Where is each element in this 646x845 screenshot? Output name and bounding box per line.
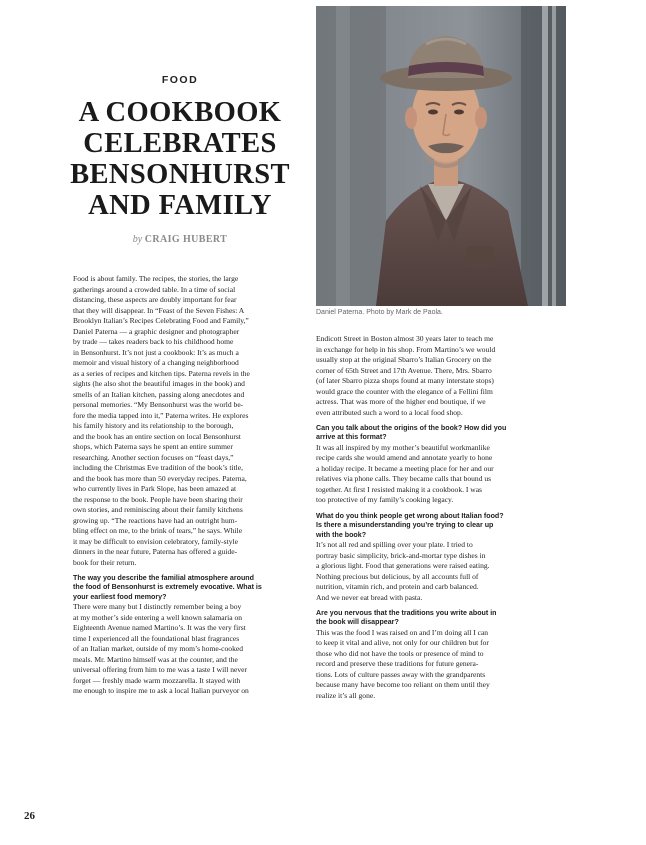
body-text-line: by trade — takes readers back to his childhood home: [73, 337, 234, 346]
photo-caption: Daniel Paterna. Photo by Mark de Paola.: [316, 309, 443, 316]
body-text-line: in Bensonhurst. It’s not just a cookbook: It’s as much a: [73, 347, 239, 357]
body-text-line: at my mother’s side entering a well known salamaria on: [73, 612, 242, 622]
body-text-line: gatherings around a crowded table. In a time of social: [73, 284, 236, 294]
body-text-line: sights (he also shot the beautiful images in the book) and: [73, 379, 245, 388]
interview-question-line: Can you talk about the origins of the book? How did you: [316, 424, 507, 432]
body-text-line: as a series of recipes and kitchen tips. Paterna revels in the: [73, 368, 250, 378]
body-text-line: realize it’s all gone.: [316, 690, 376, 700]
body-text-line: And we never eat bread with pasta.: [316, 592, 423, 602]
headline-line: CELEBRATES: [83, 128, 277, 159]
body-text-line: those who did not have the tools or presence of mind to: [316, 648, 484, 658]
body-text-line: growing up. “The reactions have had an outright hum-: [73, 515, 238, 525]
body-text-line: own stories, and reminiscing about their family kitchens: [73, 505, 243, 514]
interview-question-line: the food of Bensonhurst is extremely evocative. What is: [73, 583, 262, 592]
body-text-line: Food is about family. The recipes, the stories, the large: [73, 274, 239, 283]
byline-prefix: by: [132, 234, 143, 245]
body-text-line: and the book has an entire section on local Bensonhurst: [73, 431, 241, 441]
body-text-line: a holiday recipe. It became a meeting place for her and our: [316, 463, 494, 473]
body-text-line: including the Christmas Eve tradition of the book’s title,: [73, 463, 243, 472]
body-text-line: recipe cards she would amend and annotate yearly to hone: [316, 453, 493, 463]
article-column-left: [73, 274, 305, 697]
body-text-line: memoir and visual history of a changing neighborhood: [73, 358, 239, 367]
portrait-photo: [316, 6, 566, 306]
body-text-line: a glorious light. Food that generations were raised eating.: [316, 561, 490, 571]
body-text-line: Endicott Street in Boston almost 30 years later to teach me: [316, 334, 494, 343]
interview-question-line: Is there a misunderstanding you’re trying to clear up: [316, 521, 494, 530]
body-text-line: smells of an Italian kitchen, passing along anecdotes and: [73, 389, 245, 399]
body-text-line: and the book has more than 50 everyday recipes. Paterna,: [73, 473, 247, 483]
body-text-line: There were many but I distinctly remember being a boy: [73, 602, 242, 612]
body-text-line: This was the food I was raised on and I’m doing all I can: [316, 627, 489, 637]
body-text-line: It was all inspired by my mother’s beautiful workmanlike: [316, 442, 490, 452]
body-text-line: it may be difficult to envision celebratory, family-style: [73, 536, 238, 546]
body-text-line: It’s not all red and spilling over your plate. I tried to: [316, 540, 473, 550]
body-text-line: (of later Sbarro pizza shops found at many interstate stops): [316, 376, 494, 385]
headline-line: BENSONHURST: [70, 159, 290, 190]
body-text-line: Nothing precious but delicious, by all accounts full of: [316, 571, 479, 581]
body-text-line: shops, which Paterna says he spent an entire summer: [73, 442, 233, 451]
body-text-line: because many have become too reliant on them until they: [316, 680, 490, 690]
body-text-line: record and preserve these traditions for future genera-: [316, 659, 479, 669]
section-label: FOOD: [161, 74, 199, 86]
body-text-line: fore the media tapped into it,” Paterna writes. He explores: [73, 410, 249, 420]
portrait-illustration: [316, 6, 566, 306]
body-text-line: would grace the counter with the elegance of a Fellini film: [316, 386, 493, 396]
body-text-line: researching. Another section focuses on “feast days,”: [73, 452, 234, 462]
byline-author: CRAIG HUBERT: [144, 234, 228, 245]
body-text-line: universal offering from him to me was a taste I will never: [73, 665, 248, 675]
headline-line: A COOKBOOK: [78, 97, 282, 128]
body-text-line: dinners in the near future, Paterna has offered a guide-: [73, 547, 238, 556]
interview-question-line: your earliest food memory?: [73, 592, 167, 601]
body-text-line: in exchange for help in his shop. From Martino’s we would: [316, 344, 496, 354]
body-text-line: relatives via phone calls. They became calls that bound us: [316, 474, 492, 484]
body-text-line: time I experienced all the foundational blast fragrances: [73, 633, 240, 643]
article-column-right: [316, 334, 566, 701]
page-number: 26: [24, 810, 35, 822]
body-text-line: Daniel Paterna — a graphic designer and photographer: [73, 326, 240, 336]
body-text-line: personal memories. “My Bensonhurst was the world be-: [73, 400, 244, 409]
body-text-line: actress. That was more of the higher end boutique, if we: [316, 397, 486, 406]
body-text-line: even attributed such a word to a local food shop.: [316, 407, 463, 417]
body-text-line: distancing, these aspects are doubly important for fear: [73, 295, 237, 304]
body-text-line: to keep it vital and alive, not only for our children but for: [316, 638, 489, 648]
body-text-line: Eighteenth Avenue named Martino’s. It was the very first: [73, 623, 246, 633]
interview-question-line: arrive at this format?: [316, 433, 387, 442]
body-text-line: that they will disappear. In “Feast of the Seven Fishes: A: [73, 305, 245, 315]
body-text-line: nutrition, vitamin rich, and protein and carb balanced.: [316, 582, 479, 592]
body-text-line: tions. Lots of culture passes away with the grandparents: [316, 669, 486, 679]
interview-question-line: with the book?: [316, 530, 367, 539]
body-text-line: who currently lives in Park Slope, has been amazed at: [73, 484, 237, 493]
body-text-line: meals. Mr. Martino himself was at the counter, and the: [73, 654, 238, 664]
body-text-line: book for their return.: [73, 557, 137, 567]
body-text-line: bling effect on me, to the brink of tears,” he says. While: [73, 526, 243, 535]
headline-line: AND FAMILY: [88, 190, 272, 221]
interview-question-line: What do you think people get wrong about Italian food?: [316, 511, 504, 520]
body-text-line: together. At first I resisted making it a cookbook. I was: [316, 484, 482, 494]
byline: [60, 234, 300, 245]
body-text-line: the response to the book. People have been sharing their: [73, 494, 243, 504]
body-text-line: Brooklyn Italian’s Recipes Celebrating Food and Family,”: [73, 316, 249, 325]
body-text-line: his family history and its relationship to the borough,: [73, 421, 234, 430]
interview-question-line: Are you nervous that the traditions you write about in: [316, 609, 497, 618]
headline: [60, 97, 300, 221]
body-text-line: too protective of my family’s cooking legacy.: [316, 495, 454, 505]
body-text-line: of an Italian market, outside of my mom’s home-cooked: [73, 644, 243, 654]
body-text-line: me enough to inspire me to ask a local Italian purveyor on: [73, 686, 249, 696]
interview-question-line: The way you describe the familial atmosphere around: [73, 574, 254, 582]
interview-question-line: the book will disappear?: [316, 618, 399, 627]
body-text-line: corner of 65th Street and 17th Avenue. There, Mrs. Sbarro: [316, 365, 492, 375]
body-text-line: forget — freshly made warm mozzarella. It stayed with: [73, 675, 241, 685]
body-text-line: portray basic simplicity, brick-and-mortar type dishes in: [316, 550, 486, 560]
body-text-line: usually stop at the original Sbarro’s Italian Grocery on the: [316, 355, 492, 364]
